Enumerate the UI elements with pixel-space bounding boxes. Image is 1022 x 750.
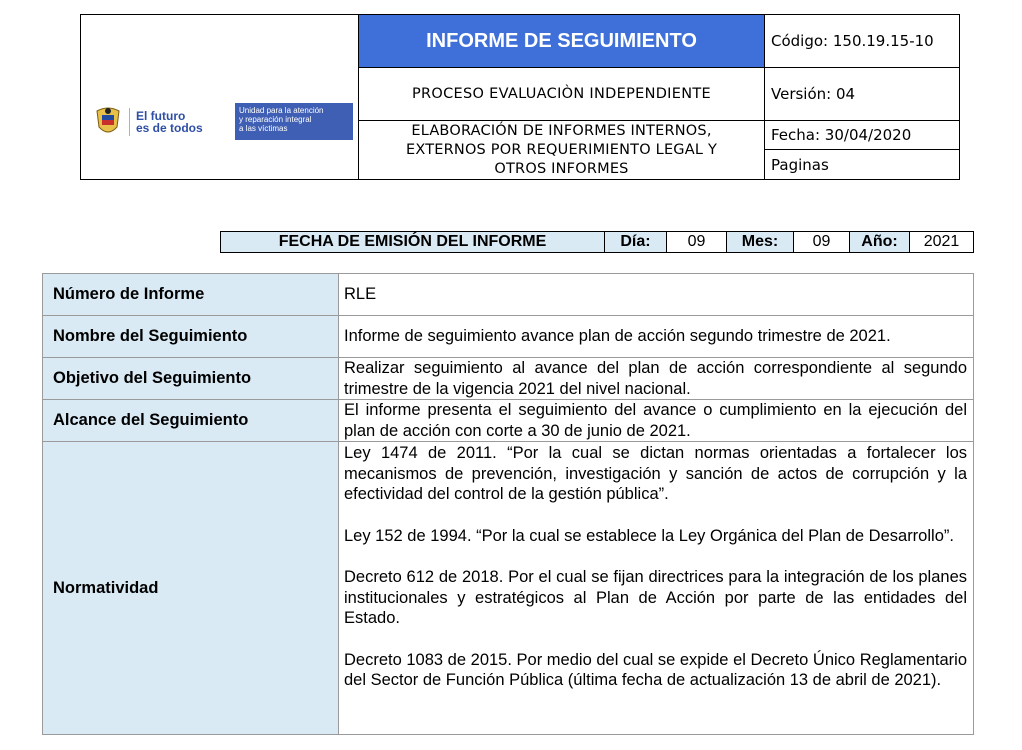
issue-date-label: FECHA DE EMISIÓN DEL INFORME xyxy=(221,232,605,252)
regulation-paragraph: Decreto 1083 de 2015. Por medio del cual se expide el Decreto Único Reglamentario del Sector de Función Pública (última fecha de actualización 13 de abril de 2021). xyxy=(344,650,967,689)
table-row xyxy=(43,400,973,442)
table-row xyxy=(43,316,973,358)
logo-slogan xyxy=(136,110,210,134)
logo-unit-line3: a las víctimas xyxy=(239,124,288,133)
follow-up-name-label: Nombre del Seguimiento xyxy=(43,316,339,357)
year-label: Año: xyxy=(850,232,910,252)
day-value: 09 xyxy=(667,232,727,252)
regulation-paragraph: Decreto 612 de 2018. Por el cual se fijan directrices para la integración de los planes institucionales y estratégicos al Plan de Acción por parte de las entidades del Estado. xyxy=(344,568,967,627)
table-row xyxy=(43,358,973,400)
report-number-label: Número de Informe xyxy=(43,274,339,315)
table-row xyxy=(43,274,973,316)
scope-label: Alcance del Seguimiento xyxy=(43,400,339,441)
regulations-label: Normatividad xyxy=(43,442,339,734)
report-details-table xyxy=(42,273,974,735)
document-pages: Paginas xyxy=(771,155,829,174)
table-row xyxy=(43,442,973,734)
logo-separator xyxy=(129,108,130,136)
document-header xyxy=(80,14,960,180)
scope-value: El informe presenta el seguimiento del avance o cumplimiento en la ejecución del plan de acción con corte a 30 de junio de 2021. xyxy=(344,401,967,440)
month-value: 09 xyxy=(794,232,850,252)
report-number-value: RLE xyxy=(344,285,377,304)
regulations-value xyxy=(339,442,973,734)
document-title: INFORME DE SEGUIMIENTO xyxy=(359,15,765,68)
procedure-name xyxy=(359,121,765,179)
coat-of-arms-icon xyxy=(93,105,123,139)
logo-unit-name xyxy=(235,103,353,140)
logo-unit-line2: y reparación integral xyxy=(239,115,312,124)
procedure-line2: EXTERNOS POR REQUERIMIENTO LEGAL Y xyxy=(405,141,718,158)
logo-slogan-line1: El futuro xyxy=(136,108,186,123)
procedure-line3: OTROS INFORMES xyxy=(494,160,629,177)
issue-date-strip xyxy=(220,231,974,253)
logo-unit-line1: Unidad para la atención xyxy=(239,106,324,115)
procedure-line1: ELABORACIÓN DE INFORMES INTERNOS, xyxy=(411,122,712,139)
logo-cell xyxy=(81,15,359,179)
follow-up-name-value: Informe de seguimiento avance plan de acción segundo trimestre de 2021. xyxy=(344,327,891,346)
objective-value: Realizar seguimiento al avance del plan de acción correspondiente al segundo trimestre de la vigencia 2021 del nivel nacional. xyxy=(344,359,967,398)
entity-logo xyxy=(87,100,353,143)
logo-slogan-line2: es de todos xyxy=(136,120,203,135)
document-date: Fecha: 30/04/2020 xyxy=(765,121,959,150)
process-name: PROCESO EVALUACIÒN INDEPENDIENTE xyxy=(359,68,765,121)
objective-label: Objetivo del Seguimiento xyxy=(43,358,339,399)
day-label: Día: xyxy=(605,232,667,252)
document-version: Versión: 04 xyxy=(765,68,959,121)
regulation-paragraph: Ley 152 de 1994. “Por la cual se establece la Ley Orgánica del Plan de Desarrollo”. xyxy=(344,526,954,545)
regulation-paragraph: Ley 1474 de 2011. “Por la cual se dictan normas orientadas a fortalecer los mecanismos de prevención, investigación y sanción de actos de corrupción y la efectividad del control de la gestión pública”. xyxy=(344,444,967,503)
month-label: Mes: xyxy=(727,232,794,252)
document-code: Código: 150.19.15-10 xyxy=(765,15,959,68)
year-value: 2021 xyxy=(923,233,960,250)
